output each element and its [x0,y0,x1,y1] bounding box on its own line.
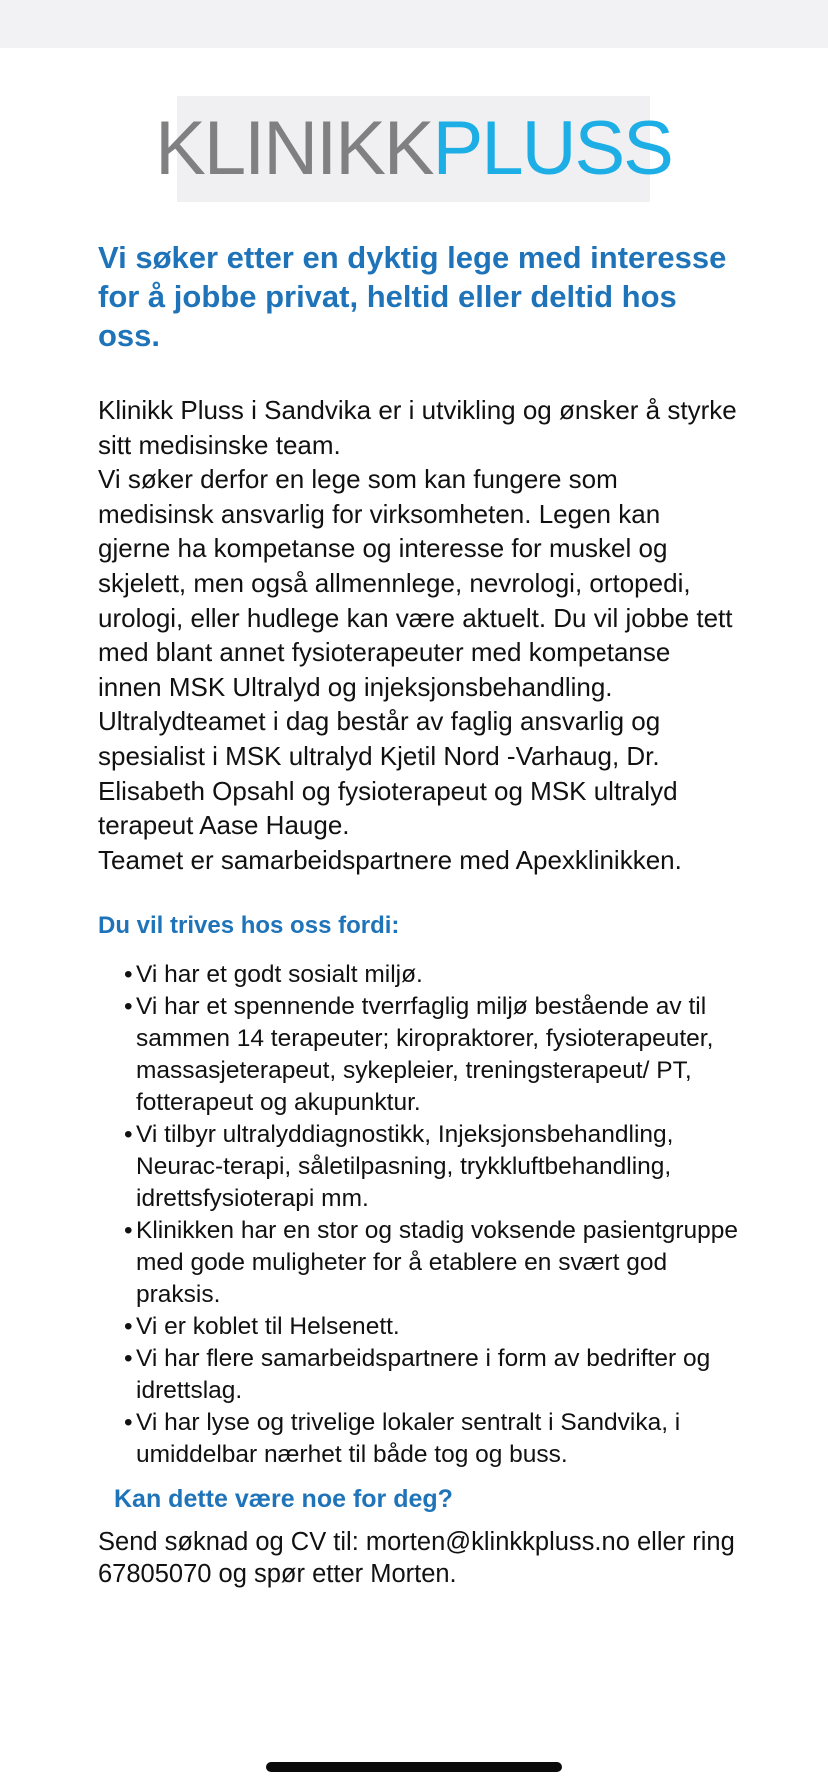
browser-top-bar [0,0,828,48]
bullet-icon: • [124,1409,133,1437]
list-item [98,991,738,1119]
contact-phone-link[interactable]: 67805070 [98,1560,212,1589]
intro-paragraph: Ultralydteamet i dag består av faglig ansvarlig og spesialist i MSK ultralyd Kjetil Nord -Varhaug, Dr. Elisabeth Opsahl og fysioterapeut og MSK ultralyd terapeut Aase Hauge. [98,706,678,841]
intro-paragraph: Vi søker derfor en lege som kan fungere som medisinsk ansvarlig for virksomheten. Legen kan gjerne ha kompetanse og interesse for muskel og skjelett, men også allmennlege, nevrologi, ortopedi, urologi, eller hudlege kan være aktuelt. Du vil jobbe tett med blant annet fysioterapeuter med kompetanse innen MSK Ultralyd og injeksjonsbehandling. [98,464,733,702]
list-item-text: Vi har lyse og trivelige lokaler sentralt i Sandvika, i umiddelbar nærhet til både tog og buss. [136,1409,681,1469]
intro-paragraph: Teamet er samarbeidspartnere med Apexklinikken. [98,844,682,875]
klinikk-pluss-logo [155,96,672,202]
bullet-icon: • [124,1121,133,1149]
bullet-icon: • [124,961,133,989]
list-item [98,1407,738,1471]
contact-suffix: og spør etter Morten. [211,1560,457,1589]
list-item [98,1343,738,1407]
list-item-text: Klinikken har en stor og stadig voksende pasientgruppe med gode muligheter for å etablere en svært god praksis. [136,1217,738,1309]
list-item-text: Vi har et godt sosialt miljø. [136,961,423,989]
intro-text [98,393,738,877]
contact-prefix: Send søknad og CV til: [98,1528,366,1557]
logo-text-pluss: PLUSS [432,106,672,191]
benefits-heading: Du vil trives hos oss fordi: [98,912,400,940]
home-indicator[interactable] [266,1762,562,1772]
list-item [98,959,738,991]
logo-text-klinikk: KLINIKK [155,106,433,191]
list-item-text: Vi er koblet til Helsenett. [136,1313,400,1341]
benefits-list [98,959,738,1471]
contact-email-link[interactable]: morten@klinkkpluss.no [365,1528,630,1557]
list-item-text: Vi har flere samarbeidspartnere i form av bedrifter og idrettslag. [136,1345,711,1405]
list-item [98,1311,738,1343]
bullet-icon: • [124,1313,133,1341]
question-heading: Kan dette være noe for deg? [114,1485,453,1514]
list-item [98,1215,738,1311]
list-item [98,1119,738,1215]
list-item-text: Vi tilbyr ultralyddiagnostikk, Injeksjonsbehandling, Neurac-terapi, såletilpasning, trykkluftbehandling, idrettsfysioterapi mm. [136,1121,674,1213]
bullet-icon: • [124,1345,133,1373]
contact-middle: eller ring [629,1528,735,1557]
list-item-text: Vi har et spennende tverrfaglig miljø bestående av til sammen 14 terapeuter; kiropraktorer, fysioterapeuter, massasjeterapeut, sykepleier, treningsterapeut/ PT, fotterapeut og akupunktur. [136,993,714,1117]
intro-paragraph: Klinikk Pluss i Sandvika er i utvikling og ønsker å styrke sitt medisinske team. [98,395,737,460]
page-headline: Vi søker etter en dyktig lege med interesse for å jobbe privat, heltid eller deltid hos oss. [98,240,727,353]
contact-info [98,1526,738,1590]
bullet-icon: • [124,1217,133,1245]
article-content [98,238,738,1590]
bullet-icon: • [124,993,133,1021]
